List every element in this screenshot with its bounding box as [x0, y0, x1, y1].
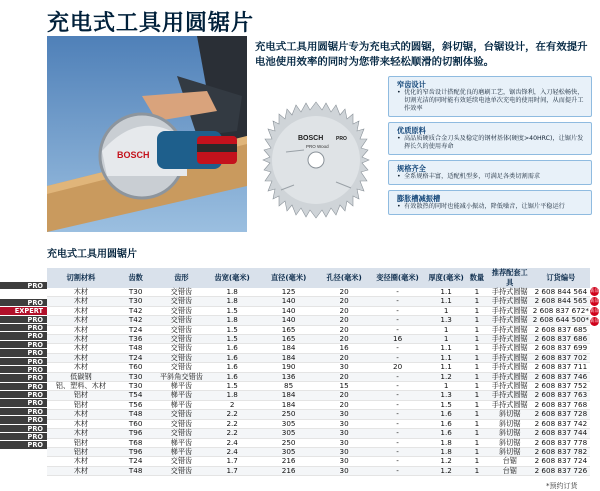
table-cell: 1.6: [206, 363, 258, 372]
table-cell: 2 608 837 685: [532, 325, 590, 334]
table-cell: 木材: [47, 288, 115, 297]
hero-photo: [47, 36, 247, 232]
table-cell: 20: [369, 363, 426, 372]
table-cell: 1.5: [206, 306, 258, 315]
table-cell: 250: [258, 438, 319, 447]
saw-blade-image: [258, 94, 378, 229]
table-cell: 铝、塑料、木材: [47, 382, 115, 391]
pro-badge: PRO: [0, 374, 47, 382]
table-cell: T42: [115, 316, 157, 325]
header-cell: 齿形: [156, 268, 206, 288]
table-cell: 1: [466, 344, 488, 353]
table-cell: 2 608 837 742: [532, 419, 590, 428]
table-cell: T24: [115, 325, 157, 334]
table-cell: T68: [115, 438, 157, 447]
table-cell: T30: [115, 288, 157, 297]
table-cell: 1.6: [426, 410, 466, 419]
table-cell: 140: [258, 297, 319, 306]
header-cell: 齿宽(毫米): [206, 268, 258, 288]
table-cell: 手持式圆锯: [488, 325, 532, 334]
table-cell: 1.2: [426, 372, 466, 381]
table-cell: 2.4: [206, 438, 258, 447]
header-cell: 变径圈(毫米): [369, 268, 426, 288]
table-cell: 1.1: [426, 297, 466, 306]
table-cell: 1: [466, 306, 488, 315]
table-cell: 30: [319, 363, 369, 372]
footnote: *预约订货: [546, 482, 578, 490]
table-cell: 2 608 837 702: [532, 353, 590, 362]
blade-sub: PRO Wood: [306, 144, 329, 149]
table-cell: T48: [115, 344, 157, 353]
feature-title: 膨胀槽减振槽: [397, 194, 441, 203]
svg-text:BOSCH: BOSCH: [117, 150, 150, 160]
table-cell: 305: [258, 419, 319, 428]
table-row: [47, 297, 590, 306]
table-cell: 低碳钢: [47, 372, 115, 381]
table-cell: 木材: [47, 363, 115, 372]
new-product-icon: 新品: [590, 289, 599, 294]
table-cell: 斜切锯: [488, 438, 532, 447]
table-cell: 交错齿: [156, 353, 206, 362]
table-cell: 20: [319, 372, 369, 381]
intro-text: 充电式工具用圆锯片专为充电式的圆锯，斜切锯，台锯设计，在有效提升电池使用效率的同时为您带来轻松顺滑的切割体验。: [255, 41, 588, 68]
table-cell: 305: [258, 447, 319, 456]
table-cell: 斜切锯: [488, 429, 532, 438]
table-cell: 2 608 837 782: [532, 447, 590, 456]
pro-badge: PRO: [0, 316, 47, 324]
table-cell: 1: [466, 288, 488, 297]
table-row: [47, 410, 590, 419]
table-cell: 184: [258, 391, 319, 400]
table-cell: 2 608 844 565: [532, 297, 590, 306]
table-cell: 手持式圆锯: [488, 344, 532, 353]
table-cell: 交错齿: [156, 306, 206, 315]
feature-title: 规格齐全: [397, 164, 426, 173]
table-cell: -: [369, 410, 426, 419]
table-cell: 30: [319, 447, 369, 456]
table-cell: 木材: [47, 344, 115, 353]
table-cell: 1.1: [426, 288, 466, 297]
table-cell: 梯平齿: [156, 447, 206, 456]
new-product-icon: 新品: [590, 319, 599, 324]
table-cell: 手持式圆锯: [488, 400, 532, 409]
feature-body: • 优化的窄齿设计搭配优良的磨刷工艺，锯齿锋利，入刀轻松畅快，切割光洁的同时能有效延续电池单次充电的使用时间，从而提升工作效率: [397, 89, 585, 113]
table-cell: 2 608 837 726: [532, 466, 590, 475]
table-cell: 16: [369, 335, 426, 344]
table-cell: 台锯: [488, 466, 532, 475]
table-cell: 平斜角交错齿: [156, 372, 206, 381]
table-cell: 2.2: [206, 410, 258, 419]
table-cell: 136: [258, 372, 319, 381]
table-cell: 1.5: [426, 400, 466, 409]
table-cell: 165: [258, 325, 319, 334]
table-cell: 木材: [47, 410, 115, 419]
new-product-icon: 新品: [590, 309, 599, 314]
circular-saw-photo: [47, 36, 247, 232]
table-cell: 140: [258, 306, 319, 315]
pro-badge: PRO: [0, 416, 47, 424]
section-title: 充电式工具用圆锯片: [47, 249, 137, 260]
header-cell: 订货编号: [532, 268, 590, 288]
new-product-icon: 新品: [590, 299, 599, 304]
table-cell: 1.6: [206, 372, 258, 381]
table-cell: 20: [319, 353, 369, 362]
table-cell: 交错齿: [156, 419, 206, 428]
table-cell: -: [369, 391, 426, 400]
table-cell: 木材: [47, 335, 115, 344]
blade-brand: BOSCH: [298, 135, 324, 142]
table-cell: 手持式圆锯: [488, 391, 532, 400]
table-row: [47, 391, 590, 400]
table-cell: 305: [258, 429, 319, 438]
table-body: [47, 288, 590, 476]
table-cell: 交错齿: [156, 466, 206, 475]
table-cell: 30: [319, 419, 369, 428]
table-cell: 手持式圆锯: [488, 316, 532, 325]
table-cell: 1: [466, 457, 488, 466]
spec-table: [47, 268, 590, 476]
feature-box: [388, 190, 592, 215]
table-cell: 木材: [47, 429, 115, 438]
table-cell: 1.3: [426, 316, 466, 325]
table-cell: 2 608 837 744: [532, 429, 590, 438]
feature-body: • 有效散热的同时也能减小振动，降低噪音，让锯片平稳运行: [397, 203, 585, 211]
pro-badge: PRO: [0, 299, 47, 307]
table-cell: 梯平齿: [156, 400, 206, 409]
table-cell: 20: [319, 288, 369, 297]
feature-body: • 全系规格丰富，适配机型多，可满足各类切割需求: [397, 173, 585, 181]
pro-badge: PRO: [0, 433, 47, 441]
table-cell: 1.8: [206, 391, 258, 400]
table-cell: 1: [466, 400, 488, 409]
table-cell: 斜切锯: [488, 410, 532, 419]
table-cell: 20: [319, 325, 369, 334]
table-cell: 85: [258, 382, 319, 391]
table-cell: 1.2: [426, 466, 466, 475]
table-cell: 交错齿: [156, 325, 206, 334]
table-cell: 1.6: [206, 353, 258, 362]
table-cell: 184: [258, 400, 319, 409]
table-cell: 1: [466, 382, 488, 391]
table-cell: 30: [319, 429, 369, 438]
table-cell: 1: [426, 306, 466, 315]
table-cell: 1: [466, 419, 488, 428]
table-cell: 1: [466, 325, 488, 334]
table-cell: T24: [115, 353, 157, 362]
table-cell: 手持式圆锯: [488, 382, 532, 391]
table-cell: 1.6: [426, 419, 466, 428]
table-cell: 2 608 837 768: [532, 400, 590, 409]
table-cell: 1.7: [206, 457, 258, 466]
product-line-badges: [0, 282, 47, 450]
table-cell: 2 608 837 686: [532, 335, 590, 344]
table-cell: -: [369, 466, 426, 475]
table-cell: T42: [115, 306, 157, 315]
table-cell: -: [369, 400, 426, 409]
table-cell: 1: [466, 363, 488, 372]
table-cell: 1: [466, 391, 488, 400]
table-cell: 1: [426, 382, 466, 391]
header-cell: 厚度(毫米): [426, 268, 466, 288]
header-cell: 数量: [466, 268, 488, 288]
table-cell: 斜切锯: [488, 419, 532, 428]
table-cell: -: [369, 297, 426, 306]
table-cell: 165: [258, 335, 319, 344]
table-cell: 30: [319, 410, 369, 419]
table-cell: 20: [319, 316, 369, 325]
table-cell: 2: [206, 400, 258, 409]
table-cell: 30: [319, 457, 369, 466]
table-cell: 交错齿: [156, 316, 206, 325]
table-cell: 15: [319, 382, 369, 391]
table-row: [47, 466, 590, 475]
table-cell: 铝材: [47, 447, 115, 456]
table-cell: 1: [466, 335, 488, 344]
table-cell: 20: [319, 297, 369, 306]
table-cell: 2 608 644 500*: [532, 315, 589, 325]
feature-title: 窄齿设计: [397, 80, 426, 89]
table-cell: 140: [258, 316, 319, 325]
table-cell: 梯平齿: [156, 382, 206, 391]
table-cell: -: [369, 447, 426, 456]
table-cell: 手持式圆锯: [488, 306, 532, 315]
feature-box: [388, 122, 592, 155]
table-cell: 1.1: [426, 344, 466, 353]
header-cell: 切割材料: [47, 268, 115, 288]
table-cell: 手持式圆锯: [488, 335, 532, 344]
table-cell: 交错齿: [156, 410, 206, 419]
pro-badge: PRO: [0, 425, 47, 433]
table-cell: 20: [319, 306, 369, 315]
header-cell: 推荐配套工具: [488, 268, 532, 288]
pro-badge: PRO: [0, 358, 47, 366]
table-cell: 1.5: [206, 325, 258, 334]
table-cell: -: [369, 457, 426, 466]
table-cell: 2 608 837 763: [532, 391, 590, 400]
table-cell: 1.8: [206, 288, 258, 297]
table-cell: 交错齿: [156, 429, 206, 438]
table-cell: 手持式圆锯: [488, 353, 532, 362]
table-cell: 1.6: [426, 429, 466, 438]
pro-badge: PRO: [0, 282, 47, 290]
table-cell: T96: [115, 447, 157, 456]
table-cell: 木材: [47, 297, 115, 306]
table-cell: 20: [319, 335, 369, 344]
table-cell: -: [369, 316, 426, 325]
table-header-row: [47, 268, 590, 288]
table-cell: 1.8: [426, 447, 466, 456]
table-cell: 16: [319, 344, 369, 353]
table-cell: 216: [258, 466, 319, 475]
table-cell: 184: [258, 353, 319, 362]
table-cell: 184: [258, 344, 319, 353]
table-cell: T48: [115, 466, 157, 475]
table-cell: T36: [115, 335, 157, 344]
table-cell: 250: [258, 410, 319, 419]
pro-badge: PRO: [0, 332, 47, 340]
feature-title: 优质原料: [397, 126, 426, 135]
feature-box: [388, 160, 592, 185]
table-cell: -: [369, 382, 426, 391]
table-cell: 2 608 837 752: [532, 382, 590, 391]
table-cell: 20: [319, 400, 369, 409]
table-cell: 1.1: [426, 353, 466, 362]
pro-badge: PRO: [0, 391, 47, 399]
table-cell: 1: [466, 372, 488, 381]
table-cell: 铝材: [47, 400, 115, 409]
table-cell: T60: [115, 363, 157, 372]
table-cell: 交错齿: [156, 344, 206, 353]
table-cell: 190: [258, 363, 319, 372]
badge-spacer: [0, 290, 47, 298]
feature-box: [388, 76, 592, 117]
table-cell: 台锯: [488, 457, 532, 466]
table-cell: 手持式圆锯: [488, 297, 532, 306]
table-cell: T56: [115, 400, 157, 409]
feature-body: • 高品质硬质合金刀头及稳定的钢材基体(硬度>40HRC)，让锯片发挥长久的使用寿命: [397, 135, 585, 151]
table-cell: 交错齿: [156, 288, 206, 297]
table-cell: 1: [466, 466, 488, 475]
table-cell: -: [369, 372, 426, 381]
table-cell: T60: [115, 419, 157, 428]
pro-badge: PRO: [0, 383, 47, 391]
saw-blade-icon: [258, 94, 378, 229]
table-cell: 1.7: [206, 466, 258, 475]
pro-badge: PRO: [0, 341, 47, 349]
pro-badge: PRO: [0, 324, 47, 332]
table-cell: -: [369, 306, 426, 315]
new-product-markers: [590, 287, 600, 327]
pro-badge: PRO: [0, 366, 47, 374]
table-cell: 木材: [47, 306, 115, 315]
table-cell: 2 608 837 778: [532, 438, 590, 447]
header-cell: 孔径(毫米): [319, 268, 369, 288]
table-cell: 木材: [47, 316, 115, 325]
table-cell: 2 608 837 724: [532, 457, 590, 466]
table-cell: -: [369, 344, 426, 353]
table-cell: 216: [258, 457, 319, 466]
table-cell: 手持式圆锯: [488, 288, 532, 297]
table-cell: -: [369, 325, 426, 334]
table-cell: 1: [426, 335, 466, 344]
pro-badge: PRO: [0, 349, 47, 357]
table-cell: 交错齿: [156, 457, 206, 466]
table-cell: 1: [466, 410, 488, 419]
table-cell: 30: [319, 438, 369, 447]
table-cell: 木材: [47, 353, 115, 362]
table-cell: 1: [466, 429, 488, 438]
feature-list: [388, 76, 592, 220]
table-cell: 木材: [47, 325, 115, 334]
table-cell: 1.2: [426, 457, 466, 466]
table-cell: 1: [466, 438, 488, 447]
table-cell: 铝材: [47, 391, 115, 400]
blade-line: PRO: [336, 136, 347, 142]
table-cell: T24: [115, 457, 157, 466]
table-cell: 1.8: [426, 438, 466, 447]
table-cell: 2 608 837 711: [532, 363, 590, 372]
table-cell: 1: [466, 316, 488, 325]
table-cell: -: [369, 429, 426, 438]
table-cell: 铝材: [47, 438, 115, 447]
table-cell: -: [369, 438, 426, 447]
table-cell: 1.3: [426, 391, 466, 400]
table-row: [47, 316, 590, 325]
table-cell: 2 608 844 564: [532, 288, 590, 297]
table-cell: 1: [466, 353, 488, 362]
table-row: [47, 457, 590, 466]
header-cell: 直径(毫米): [258, 268, 319, 288]
expert-badge: EXPERT: [0, 307, 47, 315]
table-cell: 2 608 837 728: [532, 410, 590, 419]
table-cell: -: [369, 419, 426, 428]
table-cell: 梯平齿: [156, 438, 206, 447]
table-cell: 手持式圆锯: [488, 372, 532, 381]
table-cell: 2.2: [206, 429, 258, 438]
table-cell: 1.5: [206, 382, 258, 391]
table-row: [47, 429, 590, 438]
table-cell: -: [369, 288, 426, 297]
table-cell: 1.8: [206, 297, 258, 306]
table-cell: 20: [319, 391, 369, 400]
table-cell: 木材: [47, 419, 115, 428]
table-cell: -: [369, 353, 426, 362]
table-cell: 木材: [47, 457, 115, 466]
table-cell: T96: [115, 429, 157, 438]
table-cell: T30: [115, 372, 157, 381]
table-cell: 斜切锯: [488, 447, 532, 456]
table-cell: 1.6: [206, 344, 258, 353]
pro-badge: PRO: [0, 441, 47, 449]
table-cell: 2.4: [206, 447, 258, 456]
table-cell: 2 608 837 746: [532, 372, 590, 381]
table-cell: 1.1: [426, 363, 466, 372]
table-cell: T54: [115, 391, 157, 400]
table-cell: 2 608 837 672*: [532, 305, 589, 315]
header-cell: 齿数: [115, 268, 157, 288]
table-cell: 1.5: [206, 335, 258, 344]
pro-badge: PRO: [0, 399, 47, 407]
table-row: [47, 344, 590, 353]
table-cell: 1.8: [206, 316, 258, 325]
table-cell: T48: [115, 410, 157, 419]
table-cell: 125: [258, 288, 319, 297]
table-cell: 1: [426, 325, 466, 334]
table-cell: T30: [115, 382, 157, 391]
table-cell: 2.2: [206, 419, 258, 428]
pro-badge: PRO: [0, 408, 47, 416]
page-title: 充电式工具用圆锯片: [47, 11, 255, 36]
table-cell: 2 608 837 699: [532, 344, 590, 353]
table-cell: 交错齿: [156, 363, 206, 372]
table-cell: 手持式圆锯: [488, 363, 532, 372]
table-cell: 木材: [47, 466, 115, 475]
table-row: [47, 438, 590, 447]
table-cell: 1: [466, 297, 488, 306]
table-cell: 30: [319, 466, 369, 475]
table-cell: 交错齿: [156, 297, 206, 306]
table-cell: T30: [115, 297, 157, 306]
table-cell: 1: [466, 447, 488, 456]
table-cell: 梯平齿: [156, 391, 206, 400]
table-row: [47, 363, 590, 372]
table-cell: 交错齿: [156, 335, 206, 344]
